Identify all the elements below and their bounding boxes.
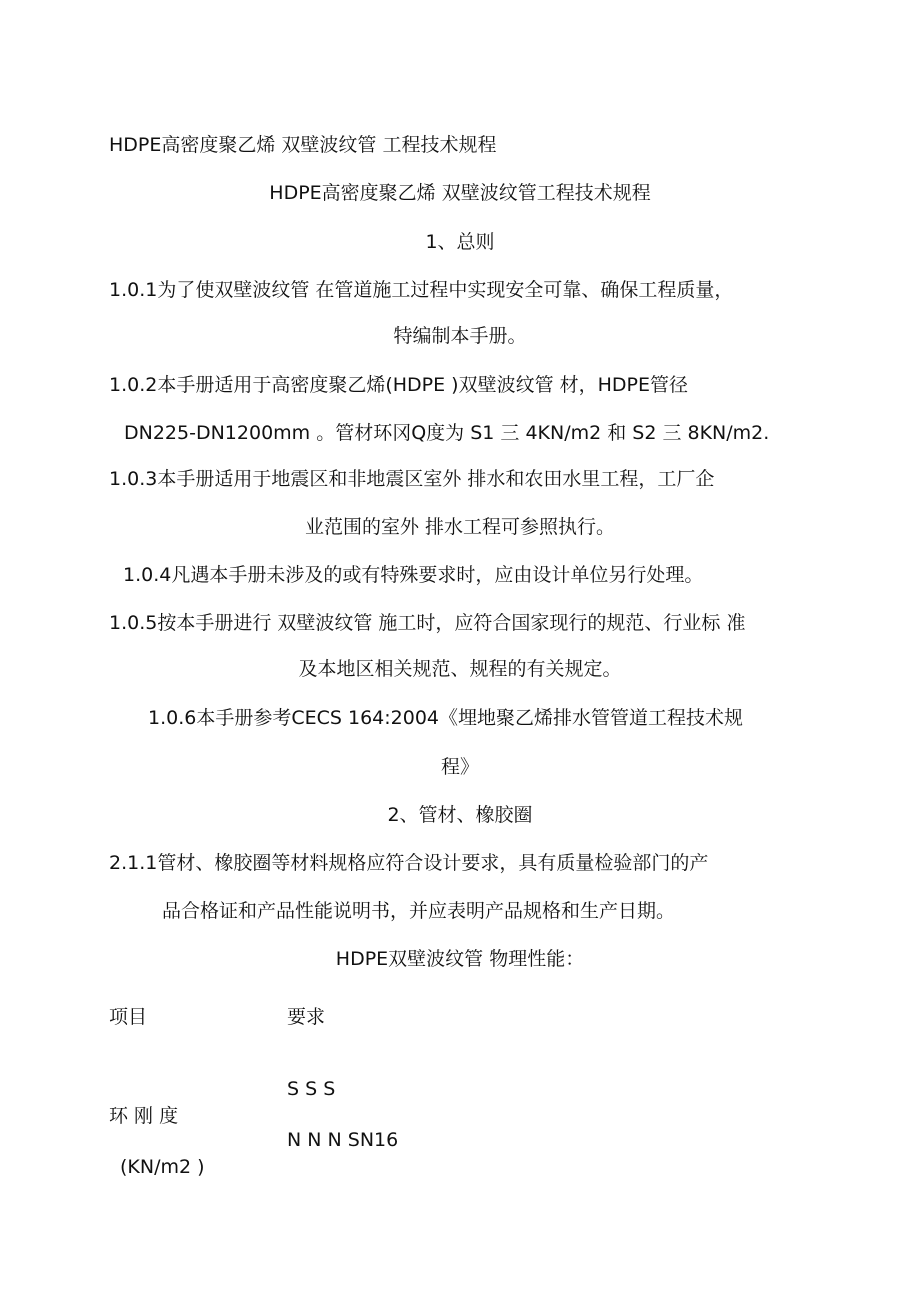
main-title: HDPE高密度聚乙烯 双壁波纹管工程技术规程	[269, 182, 651, 204]
clause-2-1-1-line1: 2.1.1管材、橡胶圈等材料规格应符合设计要求，具有质量检验部门的产	[109, 852, 709, 874]
clause-1-0-2-line2: DN225-DN1200mm 。管材环冈Q度为 S1 三 4KN/m2 和 S2 三 8KN/m2.	[124, 422, 770, 444]
table-row-ring-stiffness-values-line1: S S S	[287, 1078, 336, 1100]
table-header-requirement: 要求	[287, 1006, 326, 1028]
clause-1-0-1-line1: 1.0.1为了使双壁波纹管 在管道施工过程中实现安全可靠、确保工程质量，	[109, 279, 734, 301]
table-row-ring-stiffness-unit: (KN/m2 )	[120, 1156, 205, 1178]
clause-1-0-5-line2: 及本地区相关规范、规程的有关规定。	[298, 658, 622, 680]
properties-title: HDPE双壁波纹管 物理性能：	[335, 948, 585, 970]
header-title: HDPE高密度聚乙烯 双壁波纹管 工程技术规程	[109, 134, 497, 156]
section2-heading: 2、管材、橡胶圈	[387, 804, 533, 826]
clause-1-0-2-line1: 1.0.2本手册适用于高密度聚乙烯(HDPE )双壁波纹管 材，HDPE管径	[109, 374, 689, 396]
table-row-ring-stiffness-values-line2: N N N SN16	[287, 1129, 399, 1151]
clause-1-0-1-line2: 特编制本手册。	[393, 325, 527, 347]
section1-heading: 1、总则	[425, 231, 495, 253]
clause-1-0-5-line1: 1.0.5按本手册进行 双壁波纹管 施工时，应符合国家现行的规范、行业标 准	[109, 612, 746, 634]
clause-1-0-3-line1: 1.0.3本手册适用于地震区和非地震区室外 排水和农田水里工程，工厂企	[109, 468, 715, 490]
clause-1-0-6-line2: 程》	[440, 756, 479, 778]
clause-1-0-3-line2: 业范围的室外 排水工程可参照执行。	[304, 516, 616, 538]
clause-2-1-1-line2: 品合格证和产品性能说明书，并应表明产品规格和生产日期。	[162, 900, 676, 922]
clause-1-0-6-line1: 1.0.6本手册参考CECS 164:2004《埋地聚乙烯排水管管道工程技术规	[148, 707, 744, 729]
clause-1-0-4-line1: 1.0.4凡遇本手册未涉及的或有特殊要求时，应由设计单位另行处理。	[123, 564, 704, 586]
table-header-item: 项目	[109, 1006, 148, 1028]
table-row-ring-stiffness-label: 环 刚 度	[109, 1105, 179, 1127]
